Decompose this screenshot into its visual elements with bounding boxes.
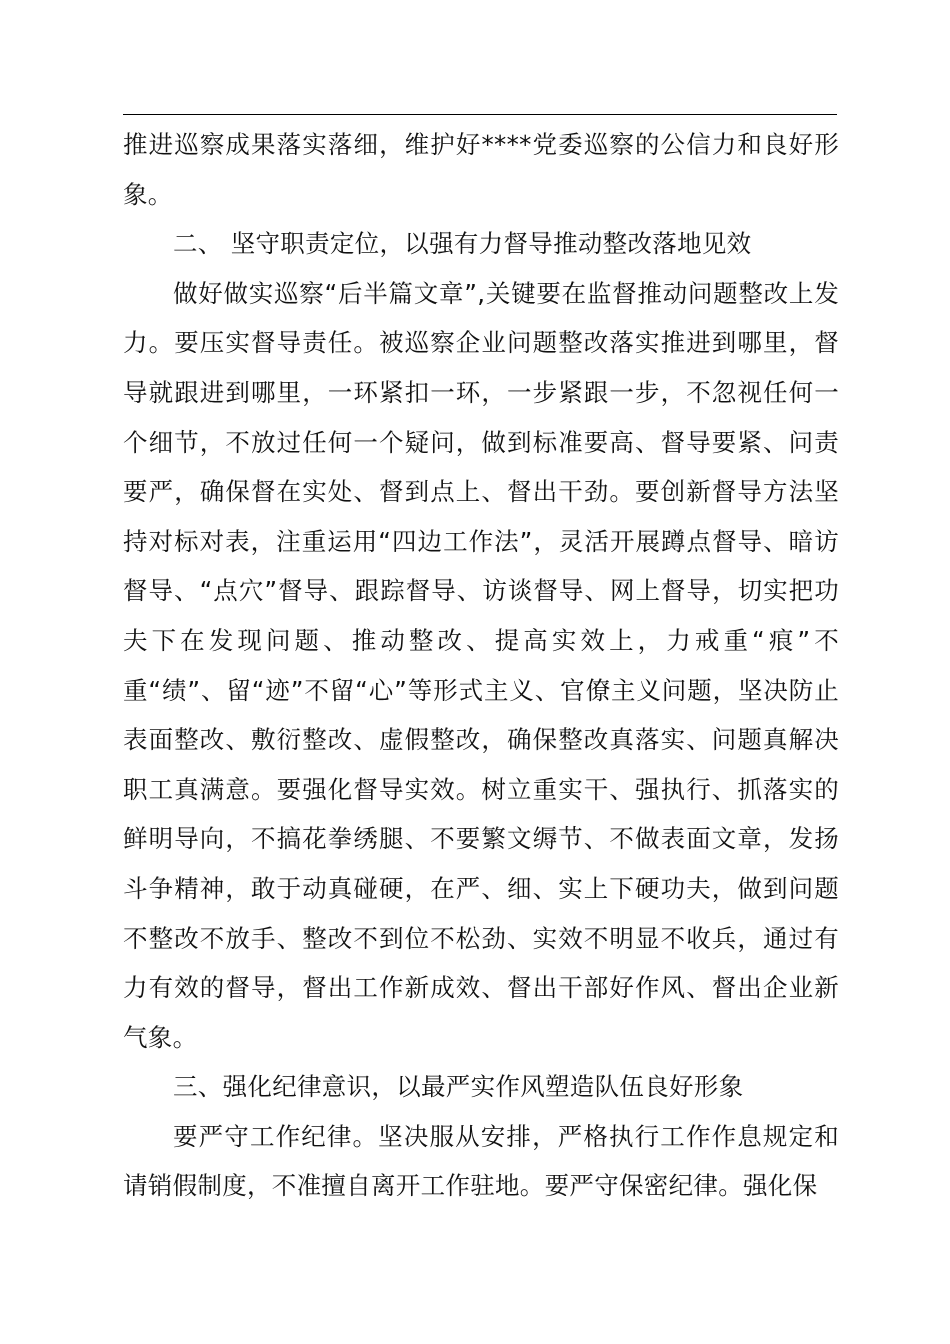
section-heading-2: 二、 坚守职责定位，以强有力督导推动整改落地见效	[173, 229, 752, 259]
document-body	[123, 120, 839, 1211]
section-heading-3: 三、强化纪律意识，以最严实作风塑造队伍良好形象	[173, 1072, 744, 1102]
paragraph-section-2: 做好做实巡察“后半篇文章”,关键要在监督推动问题整改上发力。要压实督导责任。被巡察企业问题整改落实推进到哪里，督导就跟进到哪里，一环紧扣一环，一步紧跟一步，不忽视任何一个细节，不放过任何一个疑问，做到标准要高、督导要紧、问责要严，确保督在实处、督到点上、督出干劲。要创新督导方法坚持对标对表，注重运用“四边工作法”，灵活开展蹲点督导、暗访督导、“点穴”督导、跟踪督导、访谈督导、网上督导，切实把功夫下在发现问题、推动整改、提高实效上，力戒重“痕”不重“绩”、留“迹”不留“心”等形式主义、官僚主义问题，坚决防止表面整改、敷衍整改、虚假整改，确保整改真落实、问题真解决职工真满意。要强化督导实效。树立重实干、强执行、抓落实的鲜明导向，不搞花拳绣腿、不要繁文缛节、不做表面文章，发扬斗争精神，敢于动真碰硬，在严、细、实上下硬功夫，做到问题不整改不放手、整改不到位不松劲、实效不明显不收兵，通过有力有效的督导，督出工作新成效、督出干部好作风、督出企业新气象。	[123, 278, 839, 1052]
paragraph-section-3: 要严守工作纪律。坚决服从安排，严格执行工作作息规定和请销假制度，不准擅自离开工作驻地。要严守保密纪律。强化保	[123, 1121, 839, 1201]
header-rule	[123, 114, 837, 115]
paragraph-continuation: 推进巡察成果落实落细，维护好****党委巡察的公信力和良好形象。	[123, 130, 839, 209]
